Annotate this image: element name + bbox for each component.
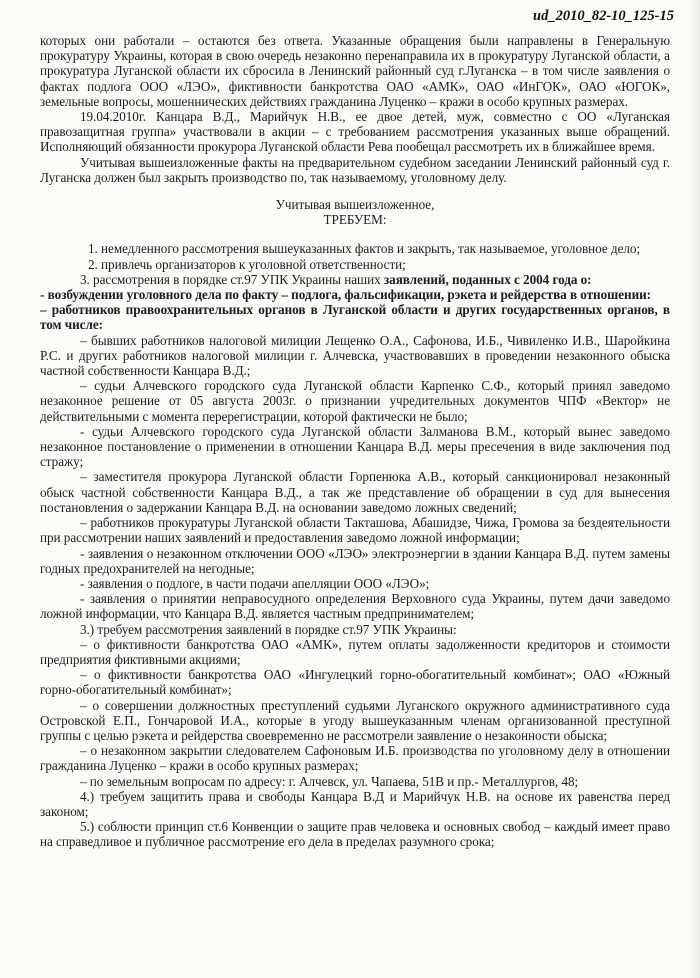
- item-tax-police: – бывших работников налоговой милиции Лещенко О.А., Сафонова, И.Б., Чивиленко И.В., Шаройкина Р.С. и других работников налоговой милиции г. Алчевска, участвовавших в проведении незаконного обыска частной собственности Канцара В.Д.;: [40, 332, 670, 379]
- demand-criminal-case: - возбуждении уголовного дела по факту – подлога, фальсификации, рэкета и рейдерства в отношении:: [40, 287, 652, 303]
- considering-heading: Учитывая вышеизложенное,: [275, 197, 435, 213]
- item-land: – по земельным вопросам по адресу: г. Алчевск, ул. Чапаева, 51В и пр.- Металлургов, 48;: [80, 773, 579, 789]
- demand-item-5: 5.) соблюсти принцип ст.6 Конвенции о защите прав человека и основных свобод – каждый имеет право на справедливое и публичное рассмотрение его дела в пределах разумного срока;: [40, 819, 670, 850]
- item-deputy-prosecutor: – заместителя прокурора Луганской области Горпенюка А.В., который санкционировал незаконный обыск частной собственности Канцара В.Д., а так же представление об обращении в суд для вынесения постановления о задержании Канцара В.Д. на основании заведомо ложных сведений;: [40, 469, 670, 515]
- demand-law-enforcement: – работников правоохранительных органов в Луганской области и других государственных органов, в том числе:: [40, 302, 670, 333]
- demand-heading: ТРЕБУЕМ:: [323, 212, 387, 228]
- item-prosecutors: – работников прокуратуры Луганской области Такташова, Абашидзе, Чижа, Громова за бездеятельности при рассмотрении наших заявлений и предоставления заведомо ложной информации;: [40, 515, 670, 546]
- paragraph-intro: которых они работали – остаются без ответа. Указанные обращения были направлены в Генеральную прокуратуру Украины, которая в свою очередь незаконно перенаправила их в прокуратуру Луганской области, а прокуратура Луганской области их сбросила в Ленинский районный суд г.Луганска – в том числе заявления о фактах подлога ООО «ЛЭО», фиктивности банкротства ОАО «АМК», ОАО «ИнГОК», ОАО «ЮГОК», земельные вопросы, мошеннических действиях гражданина Луценко – кражи в особо крупных размерах.: [40, 33, 670, 109]
- item-ingok: – о фиктивности банкротства ОАО «Ингулецкий горно-обогатительный комбинат»; ОАО «Южный горно-обогатительный комбинат»;: [40, 667, 670, 698]
- item-investigator: – о незаконном закрытии следователем Сафоновым И.Б. производства по уголовному делу в отношении гражданина Луценко – кражи в особо крупных размерах;: [40, 743, 670, 774]
- demand-item-3b: 3.) требуем рассмотрения заявлений в порядке ст.97 УПК Украины:: [80, 621, 457, 637]
- item-admin-court: – о совершении должностных преступлений судьями Луганского окружного административного суда Островской Е.П., Гончаровой И.А., которые в угоду вышеуказанным членам организованной преступной группы с целью рэкета и рейдерства своевременно не рассмотрели заявление о незаконности обыска;: [40, 697, 670, 743]
- demand-item-3-text: 3. рассмотрения в порядке ст.97 УПК Украины наших: [80, 271, 381, 287]
- paragraph-action: 19.04.2010г. Канцара В.Д., Марийчук Н.В., ее двое детей, муж, совместно с ОО «Луганская правозащитная группа» участвовали в акции – с требованием рассмотрения указанных выше обращений. Исполняющий обязанности прокурора Луганской области Рева пообещал рассмотреть их в ближайшее время.: [40, 109, 670, 155]
- item-judge-karpenko: – судьи Алчевского городского суда Луганской области Карпенко С.Ф., который принял заведомо незаконное решение от 05 августа 2003г. о признании учредительных документов ЧПФ «Вектор» не действительными с момента перерегистрации, которой фактически не было;: [40, 378, 670, 424]
- item-electricity: - заявления о незаконном отключении ООО «ЛЭО» электроэнергии в здании Канцара В.Д. путем замены годных предохранителей на негодные;: [40, 545, 670, 576]
- scan-edge: [690, 0, 700, 978]
- item-forgery: - заявления о подлоге, в части подачи апелляции ООО «ЛЭО»;: [80, 575, 430, 591]
- paragraph-conclusion: Учитывая вышеизложенные факты на предварительном судебном заседании Ленинский районный суд г. Луганска должен был закрыть производство по, так называемому, уголовному делу.: [40, 154, 670, 185]
- item-amk: – о фиктивности банкротства ОАО «АМК», путем оплаты задолженности кредиторов и стоимости предприятия фиктивными акциями;: [40, 636, 670, 667]
- item-supreme-court: - заявления о принятии неправосудного определения Верховного суда Украины, путем дачи заведомо ложной информации, что Канцара В.Д. является частным предпринимателем;: [40, 591, 670, 622]
- demand-item-4: 4.) требуем защитить права и свободы Канцара В.Д и Марийчук Н.В. на основе их равенства перед законом;: [40, 788, 670, 819]
- demand-item-1: 1. немедленного рассмотрения вышеуказанных фактов и закрыть, так называемое, уголовное дело;: [88, 241, 641, 257]
- demand-item-3: [40, 272, 670, 287]
- demand-item-2: 2. привлечь организаторов к уголовной ответственности;: [88, 256, 406, 272]
- document-id: ud_2010_82-10_125-15: [533, 8, 674, 24]
- item-judge-zalmanov: - судьи Алчевского городского суда Луганской области Залманова В.М., который вынес заведомо незаконное постановление о применении в отношении Канцара В.Д. меры пресечения в виде заключения под стражу;: [40, 423, 670, 470]
- demand-item-3-bold: заявлений, поданных с 2004 года о:: [383, 271, 592, 287]
